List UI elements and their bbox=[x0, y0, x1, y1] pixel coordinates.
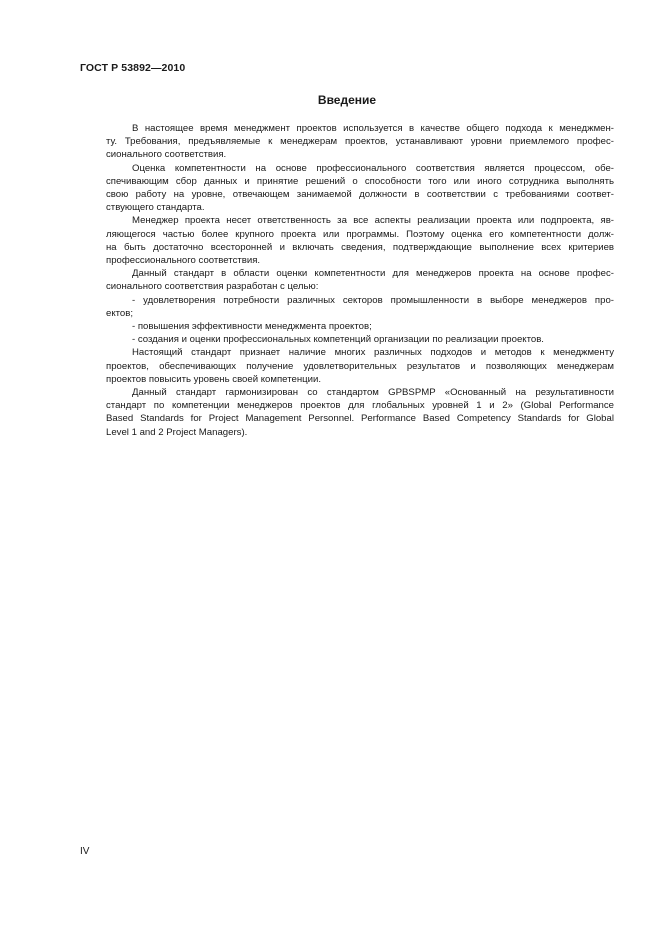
text-line: - повышения эффективности менеджмента проектов; bbox=[132, 321, 372, 333]
text-line: Based Standards for Project Management Personnel. Performance Based Competency Standards for Global bbox=[106, 413, 614, 425]
text-line: сионального соответствия разработан с целью: bbox=[106, 281, 319, 293]
text-line: ту. Требования, предъявляемые к менеджерам проектов, устанавливают уровни приемлемого профес- bbox=[106, 136, 614, 148]
text-line: Настоящий стандарт признает наличие многих различных подходов и методов к менеджменту bbox=[132, 347, 614, 359]
text-line: проектов, обеспечивающих получение удовлетворительных результатов и позволяющих менеджерам bbox=[106, 360, 614, 372]
text-line: ствующего стандарта. bbox=[106, 202, 205, 214]
text-line: Оценка компетентности на основе профессионального соответствия является процессом, обе- bbox=[132, 162, 614, 174]
text-line: свою работу на уровне, отвечающем занимаемой должности в соответствии с требованиями соответ- bbox=[106, 189, 614, 201]
paragraph bbox=[80, 162, 614, 215]
section-title: Введение bbox=[317, 93, 377, 107]
paragraph bbox=[80, 214, 614, 267]
list-item bbox=[80, 333, 614, 346]
text-line: Менеджер проекта несет ответственность за все аспекты реализации проекта или подпроекта, яв- bbox=[132, 215, 614, 227]
text-line: ляющегося частью более крупного проекта или программы. Поэтому оценка его компетентности долж- bbox=[106, 228, 614, 240]
paragraph bbox=[80, 122, 614, 162]
text-line: проектов повысить уровень своей компетенции. bbox=[106, 373, 322, 385]
text-line: стандарт по компетенции менеджеров проектов для глобальных уровней 1 и 2» (Global Performance bbox=[106, 400, 614, 412]
text-line: - создания и оценки профессиональных компетенций организации по реализации проектов. bbox=[132, 334, 544, 346]
section-body bbox=[80, 122, 614, 439]
text-line: Данный стандарт в области оценки компетентности для менеджеров проекта на основе профес- bbox=[132, 268, 614, 280]
list-item bbox=[80, 294, 614, 320]
paragraph bbox=[80, 267, 614, 293]
text-line: - удовлетворения потребности различных секторов промышленности в выборе менеджеров про- bbox=[132, 294, 614, 306]
text-line: ектов; bbox=[106, 307, 134, 319]
text-line: Данный стандарт гармонизирован со стандартом GPBSPMP «Основанный на результативности bbox=[132, 387, 614, 399]
text-line: спечивающим сбор данных и принятие решений о способности того или иного сотрудника выполнять bbox=[106, 175, 614, 187]
text-line: Level 1 and 2 Project Managers). bbox=[106, 426, 248, 438]
paragraph bbox=[80, 386, 614, 439]
text-line: В настоящее время менеджмент проектов используется в качестве общего подхода к менеджмен- bbox=[132, 123, 614, 134]
list-item bbox=[80, 320, 614, 333]
text-line: сионального соответствия. bbox=[106, 149, 227, 161]
document-header: ГОСТ Р 53892—2010 bbox=[80, 62, 186, 74]
text-line: на быть достаточно всесторонней и включать сведения, подтверждающие выполнение всех критериев bbox=[106, 241, 614, 253]
text-line: профессионального соответствия. bbox=[106, 255, 261, 267]
paragraph bbox=[80, 346, 614, 386]
page-number: IV bbox=[80, 846, 90, 857]
